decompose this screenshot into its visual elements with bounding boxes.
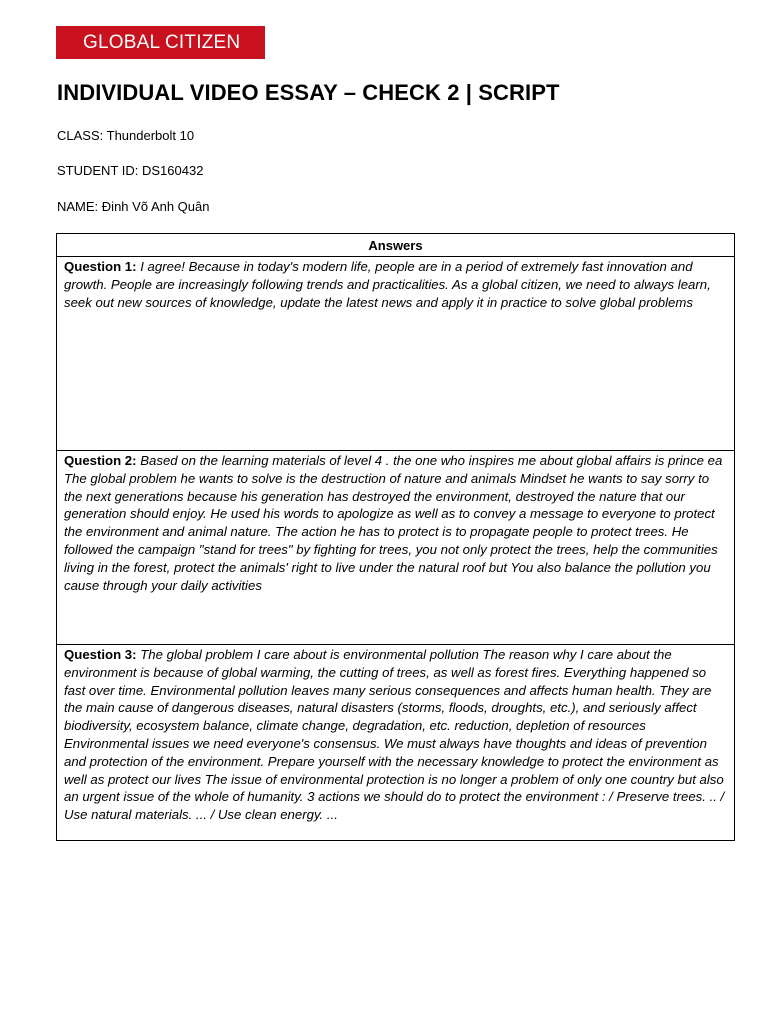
- table-row: [57, 645, 735, 841]
- answers-header-row: [57, 234, 735, 257]
- answer-cell-question-2: [57, 451, 735, 645]
- student-id-value: DS160432: [142, 163, 204, 178]
- question-1-label: Question 1:: [64, 259, 137, 274]
- name-info: [57, 199, 210, 214]
- question-2-answer: Based on the learning materials of level 4 . the one who inspires me about global affairs is prince ea The global problem he wants to solve is the destruction of nature and animals Mindset he wants to say sorry to the next generations because his generation has destroyed the environment, destroyed the nature that our generation should enjoy. He used his words to apologize as well as to convey a message to everyone to protect the environment and animal nature. The action he has to protect is to propagate people to protect trees. He followed the campaign "stand for trees" by fighting for trees, you not only protect the trees, help the communities living in the forest, protect the animals' right to live under the natural roof but You also balance the pollution you cause through your daily activities: [64, 453, 723, 593]
- answers-table: [56, 233, 735, 841]
- class-info: [57, 128, 194, 143]
- question-1-answer: I agree! Because in today's modern life, people are in a period of extremely fast innovation and growth. People are increasingly following trends and practicalities. As a global citizen, we need to always learn, seek out new sources of knowledge, update the latest news and apply it in practice to solve global problems: [64, 259, 711, 310]
- answers-header: Answers: [57, 234, 735, 257]
- document-title: INDIVIDUAL VIDEO ESSAY – CHECK 2 | SCRIPT: [57, 80, 560, 105]
- table-row: [57, 257, 735, 451]
- student-id-info: [57, 163, 203, 178]
- question-2-label: Question 2:: [64, 453, 137, 468]
- answer-cell-question-1: [57, 257, 735, 451]
- class-value: Thunderbolt 10: [106, 128, 195, 143]
- table-row: [57, 451, 735, 645]
- name-value: Đinh Võ Anh Quân: [101, 199, 210, 214]
- name-label: NAME:: [57, 199, 102, 214]
- course-banner: GLOBAL CITIZEN: [56, 26, 265, 59]
- answer-cell-question-3: [57, 645, 735, 841]
- class-label: CLASS:: [57, 128, 107, 143]
- student-id-label: STUDENT ID:: [57, 163, 142, 178]
- question-3-label: Question 3:: [64, 647, 137, 662]
- question-3-answer: The global problem I care about is environmental pollution The reason why I care about the environment is because of global warming, the cutting of trees, as well as forest fires. Everything happened so fast over time. Environmental pollution leaves many serious consequences and affects human health. They are the main cause of dangerous diseases, natural disasters (storms, floods, droughts, etc.), and seriously affect biodiversity, ecosystem balance, climate change, degradation, etc. reduction, depletion of resources Environmental issues we need everyone's consensus. We must always have thoughts and ideas of prevention and protection of the environment. Prepare yourself with the necessary knowledge to protect the environment as well as protect our lives The issue of environmental protection is no longer a problem of only one country but also an urgent issue of the whole of humanity. 3 actions we should do to protect the environment : / Preserve trees. .. / Use natural materials. ... / Use clean energy. ...: [64, 647, 725, 823]
